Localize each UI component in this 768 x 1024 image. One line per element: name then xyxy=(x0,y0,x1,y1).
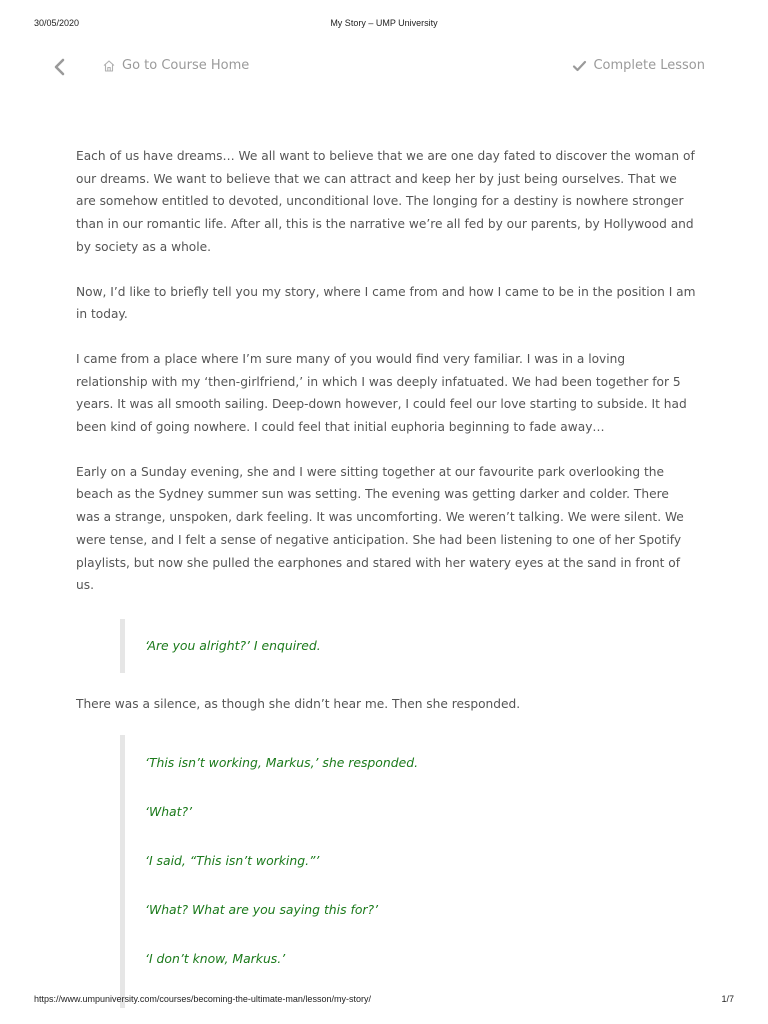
print-date: 30/05/2020 xyxy=(34,18,80,28)
lesson-content xyxy=(76,145,696,1008)
paragraph: Early on a Sunday evening, she and I were sitting together at our favourite park overlooking the beach as the Sydney summer sun was setting. The evening was getting darker and colder. There was a strange, unspoken, dark feeling. It was uncomforting. We weren’t talking. We were silent. We were tense, and I felt a sense of negative anticipation. She had been listening to one of her Spotify playlists, but now she pulled the earphones and stared with her watery eyes at the sand in front of us. xyxy=(76,464,684,593)
lesson-navigation xyxy=(0,52,768,82)
checkmark-icon xyxy=(572,60,587,72)
paragraph: Now, I’d like to briefly tell you my story, where I came from and how I came to be in the position I am in today. xyxy=(76,284,696,322)
blockquote xyxy=(120,735,696,1008)
quote-line: ‘What? What are you saying this for?’ xyxy=(145,901,379,917)
quote-line: ‘What?’ xyxy=(145,803,193,819)
print-page-title: My Story – UMP University xyxy=(330,18,438,28)
paragraph: I came from a place where I’m sure many of you would find very familiar. I was in a loving relationship with my ‘then-girlfriend,’ in which I was deeply infatuated. We had been together for 5 years. It was all smooth sailing. Deep-down however, I could feel our love starting to subside. It had been kind of going nowhere. I could feel that initial euphoria beginning to fade away… xyxy=(76,351,687,435)
paragraph: There was a silence, as though she didn’t hear me. Then she responded. xyxy=(76,696,521,711)
quote-line: ‘This isn’t working, Markus,’ she responded. xyxy=(145,754,419,770)
complete-lesson-button[interactable] xyxy=(572,58,705,73)
quote-line: ‘I said, “This isn’t working.”’ xyxy=(145,852,320,868)
complete-lesson-label: Complete Lesson xyxy=(593,58,705,73)
quote-line: ‘I don’t know, Markus.’ xyxy=(145,950,286,966)
go-to-course-home-link[interactable] xyxy=(102,58,249,73)
chevron-left-icon xyxy=(50,56,70,78)
back-button[interactable] xyxy=(50,56,70,78)
quote-line: ‘Are you alright?’ I enquired. xyxy=(145,637,321,653)
print-url: https://www.umpuniversity.com/courses/becoming-the-ultimate-man/lesson/my-story/ xyxy=(34,994,371,1004)
blockquote xyxy=(120,619,696,673)
page-number: 1/7 xyxy=(721,994,734,1004)
print-footer xyxy=(0,994,768,1006)
paragraph: Each of us have dreams… We all want to believe that we are one day fated to discover the woman of our dreams. We want to believe that we can attract and keep her by just being ourselves. That we are somehow entitled to devoted, unconditional love. The longing for a destiny is nowhere stronger than in our romantic life. After all, this is the narrative we’re all fed by our parents, by Hollywood and by society as a whole. xyxy=(76,149,695,254)
print-header xyxy=(0,18,768,30)
home-icon xyxy=(102,59,116,73)
course-home-label: Go to Course Home xyxy=(122,58,250,73)
